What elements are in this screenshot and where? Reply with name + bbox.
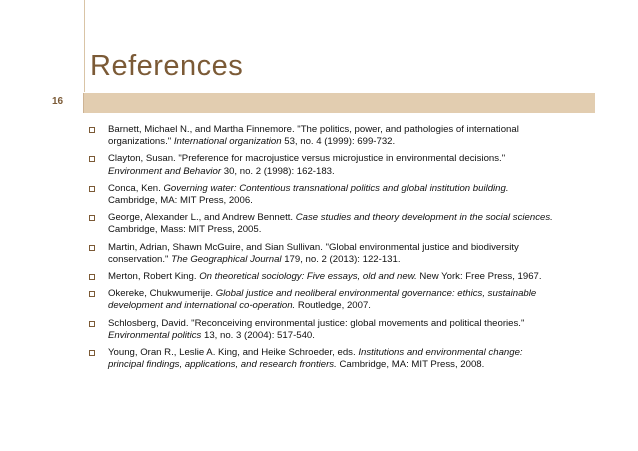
reference-source: Case studies and theory development in the social sciences. — [295, 212, 553, 224]
reference-item — [89, 288, 559, 312]
reference-details: Routledge, 2007. — [295, 300, 371, 312]
reference-text: Martin, Adrian, Shawn McGuire, and Sian Sullivan. "Global environmental justice and biodiversity conservation." — [108, 241, 519, 265]
square-bullet-icon — [89, 274, 95, 280]
square-bullet-icon — [89, 186, 95, 192]
reference-item — [89, 124, 559, 148]
square-bullet-icon — [89, 156, 95, 162]
page-title: References — [90, 50, 244, 82]
reference-item — [89, 347, 559, 371]
header-band — [38, 93, 595, 113]
reference-list — [89, 124, 559, 376]
reference-item — [89, 212, 559, 236]
reference-details: 53, no. 4 (1999): 699-732. — [281, 136, 396, 148]
square-bullet-icon — [89, 291, 95, 297]
reference-text: George, Alexander L., and Andrew Bennett. — [108, 212, 296, 224]
reference-item — [89, 318, 559, 342]
reference-source: Global justice and neoliberal environmental governance: ethics, sustainable development and international co-operation. — [108, 288, 537, 312]
reference-source: Governing water: Contentious transnational politics and global institution building. — [163, 182, 509, 194]
square-bullet-icon — [89, 321, 95, 327]
reference-source: Institutions and environmental change: principal findings, applications, and research frontiers. — [108, 347, 523, 371]
square-bullet-icon — [89, 127, 95, 133]
reference-text: Conca, Ken. — [108, 182, 164, 194]
reference-source: International organization — [173, 136, 282, 148]
reference-details: 179, no. 2 (2013): 122-131. — [281, 253, 401, 265]
reference-text: Barnett, Michael N., and Martha Finnemore. "The politics, power, and pathologies of international organizations." — [108, 124, 519, 148]
reference-details: Cambridge, MA: MIT Press, 2006. — [108, 195, 253, 207]
reference-details: New York: Free Press, 1967. — [416, 271, 542, 283]
reference-source: Environment and Behavior — [108, 165, 222, 177]
reference-item — [89, 183, 559, 207]
reference-details: 30, no. 2 (1998): 162-183. — [221, 165, 335, 177]
square-bullet-icon — [89, 215, 95, 221]
slide-number: 16 — [52, 96, 64, 107]
slide-number-box — [38, 93, 84, 113]
reference-text: Merton, Robert King. — [108, 271, 200, 283]
reference-item — [89, 153, 559, 177]
reference-source: The Geographical Journal — [171, 253, 282, 265]
title-divider-line — [84, 0, 85, 92]
reference-source: Environmental politics — [108, 329, 202, 341]
reference-text: Okereke, Chukwumerije. — [108, 288, 216, 300]
reference-text: Young, Oran R., Leslie A. King, and Heike Schroeder, eds. — [108, 347, 359, 359]
reference-details: Cambridge, Mass: MIT Press, 2005. — [108, 224, 262, 236]
square-bullet-icon — [89, 350, 95, 356]
reference-details: Cambridge, MA: MIT Press, 2008. — [336, 359, 485, 371]
reference-item — [89, 271, 559, 283]
reference-details: 13, no. 3 (2004): 517-540. — [201, 329, 315, 341]
reference-text: Schlosberg, David. "Reconceiving environmental justice: global movements and political theories." — [108, 317, 525, 329]
reference-text: Clayton, Susan. "Preference for macrojustice versus microjustice in environmental decisions." — [108, 153, 506, 165]
reference-item — [89, 242, 559, 266]
square-bullet-icon — [89, 245, 95, 251]
reference-source: On theoretical sociology: Five essays, old and new. — [199, 271, 417, 283]
